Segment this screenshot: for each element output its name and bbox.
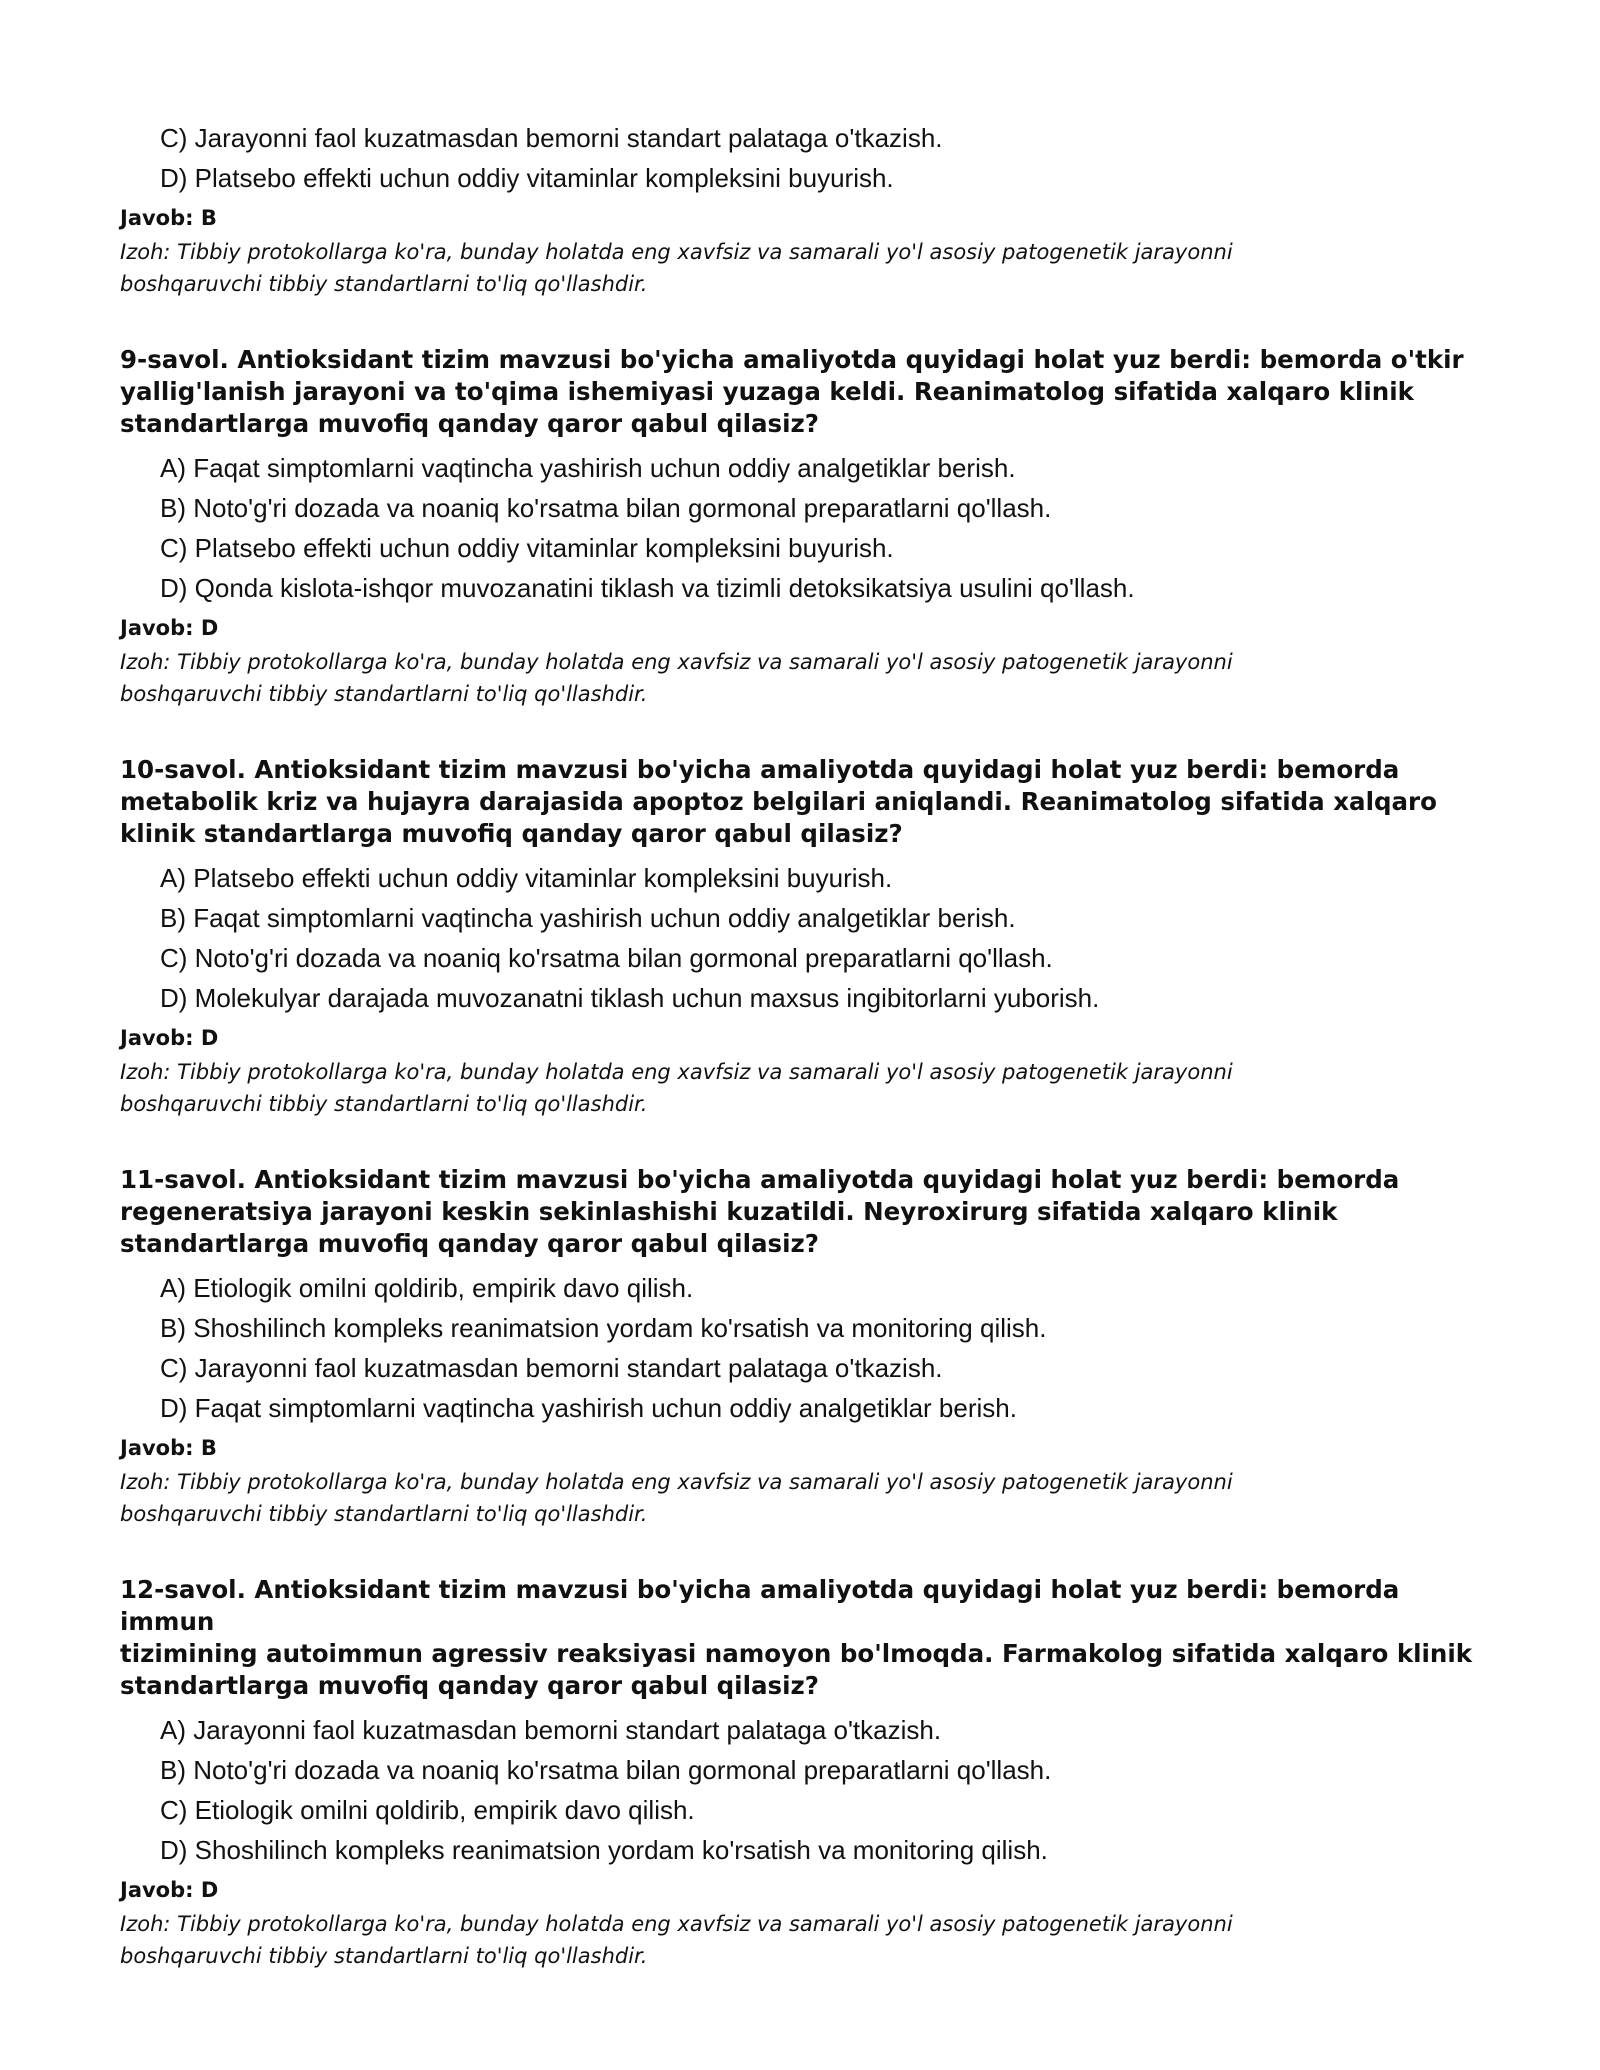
answer-option: A) Etiologik omilni qoldirib, empirik davo qilish.: [160, 1273, 694, 1303]
answer-option: B) Faqat simptomlarni vaqtincha yashirish uchun oddiy analgetiklar berish.: [160, 903, 1016, 933]
answer-option: B) Shoshilinch kompleks reanimatsion yordam ko'rsatish va monitoring qilish.: [160, 1313, 1047, 1343]
answer-option: D) Faqat simptomlarni vaqtincha yashirish uchun oddiy analgetiklar berish.: [160, 1393, 1017, 1423]
answer-option: C) Platsebo effekti uchun oddiy vitaminlar kompleksini buyurish.: [160, 533, 894, 563]
explanation-note: Izoh: Tibbiy protokollarga ko'ra, bunday holatda eng xavfsiz va samarali yo'l asosiy patogenetik jarayonni boshqaruvchi tibbiy standartlarni to'liq qo'llashdir.: [120, 650, 1233, 706]
question-12: [120, 1574, 1500, 1972]
question-title: 10-savol. Antioksidant tizim mavzusi bo'yicha amaliyotda quyidagi holat yuz berdi: bemorda metabolik kriz va hujayra darajasida apoptoz belgilari aniqlandi. Reanimatolog sifatida xalqaro klinik standartlarga muvofiq qanday qaror qabul qilasiz?: [120, 755, 1437, 848]
question-title: 9-savol. Antioksidant tizim mavzusi bo'yicha amaliyotda quyidagi holat yuz berdi: bemorda o'tkir yallig'lanish jarayoni va to'qima ishemiyasi yuzaga keldi. Reanimatolog sifatida xalqaro klinik standartlarga muvofiq qanday qaror qabul qilasiz?: [120, 345, 1464, 438]
answer-option: B) Noto'g'ri dozada va noaniq ko'rsatma bilan gormonal preparatlarni qo'llash.: [160, 1755, 1052, 1785]
question-title: 12-savol. Antioksidant tizim mavzusi bo'yicha amaliyotda quyidagi holat yuz berdi: bemorda immun tizimining autoimmun agressiv reaksiyasi namoyon bo'lmoqda. Farmakolog sifatida xalqaro klinik standartlarga muvofiq qanday qaror qabul qilasiz?: [120, 1575, 1473, 1700]
answer-option: D) Qonda kislota-ishqor muvozanatini tiklash va tizimli detoksikatsiya usulini qo'llash.: [160, 573, 1135, 603]
answer-option: A) Faqat simptomlarni vaqtincha yashirish uchun oddiy analgetiklar berish.: [160, 453, 1016, 483]
answer-option: C) Noto'g'ri dozada va noaniq ko'rsatma bilan gormonal preparatlarni qo'llash.: [160, 943, 1053, 973]
answer-option: D) Molekulyar darajada muvozanatni tiklash uchun maxsus ingibitorlarni yuborish.: [160, 983, 1100, 1013]
question-11: [120, 1164, 1500, 1530]
answer-option: A) Jarayonni faol kuzatmasdan bemorni standart palataga o'tkazish.: [160, 1715, 942, 1745]
question-8-continuation: [120, 118, 1500, 300]
answer-option: C) Jarayonni faol kuzatmasdan bemorni standart palataga o'tkazish.: [160, 1353, 943, 1383]
correct-answer: Javob: D: [120, 616, 219, 640]
answer-option: A) Platsebo effekti uchun oddiy vitaminlar kompleksini buyurish.: [160, 863, 893, 893]
explanation-note: Izoh: Tibbiy protokollarga ko'ra, bunday holatda eng xavfsiz va samarali yo'l asosiy patogenetik jarayonni boshqaruvchi tibbiy standartlarni to'liq qo'llashdir.: [120, 240, 1233, 296]
correct-answer: Javob: D: [120, 1026, 219, 1050]
answer-option: C) Etiologik omilni qoldirib, empirik davo qilish.: [160, 1795, 695, 1825]
correct-answer: Javob: D: [120, 1878, 219, 1902]
explanation-note: Izoh: Tibbiy protokollarga ko'ra, bunday holatda eng xavfsiz va samarali yo'l asosiy patogenetik jarayonni boshqaruvchi tibbiy standartlarni to'liq qo'llashdir.: [120, 1060, 1233, 1116]
question-title: 11-savol. Antioksidant tizim mavzusi bo'yicha amaliyotda quyidagi holat yuz berdi: bemorda regeneratsiya jarayoni keskin sekinlashishi kuzatildi. Neyroxirurg sifatida xalqaro klinik standartlarga muvofiq qanday qaror qabul qilasiz?: [120, 1165, 1400, 1258]
answer-option: C) Jarayonni faol kuzatmasdan bemorni standart palataga o'tkazish.: [160, 123, 943, 153]
document-page: [120, 118, 1500, 1972]
explanation-note: Izoh: Tibbiy protokollarga ko'ra, bunday holatda eng xavfsiz va samarali yo'l asosiy patogenetik jarayonni boshqaruvchi tibbiy standartlarni to'liq qo'llashdir.: [120, 1470, 1233, 1526]
answer-option: D) Platsebo effekti uchun oddiy vitaminlar kompleksini buyurish.: [160, 163, 894, 193]
question-9: [120, 344, 1500, 710]
correct-answer: Javob: B: [120, 206, 217, 230]
answer-option: D) Shoshilinch kompleks reanimatsion yordam ko'rsatish va monitoring qilish.: [160, 1835, 1048, 1865]
correct-answer: Javob: B: [120, 1436, 217, 1460]
question-10: [120, 754, 1500, 1120]
answer-option: B) Noto'g'ri dozada va noaniq ko'rsatma bilan gormonal preparatlarni qo'llash.: [160, 493, 1052, 523]
explanation-note: Izoh: Tibbiy protokollarga ko'ra, bunday holatda eng xavfsiz va samarali yo'l asosiy patogenetik jarayonni boshqaruvchi tibbiy standartlarni to'liq qo'llashdir.: [120, 1912, 1233, 1968]
